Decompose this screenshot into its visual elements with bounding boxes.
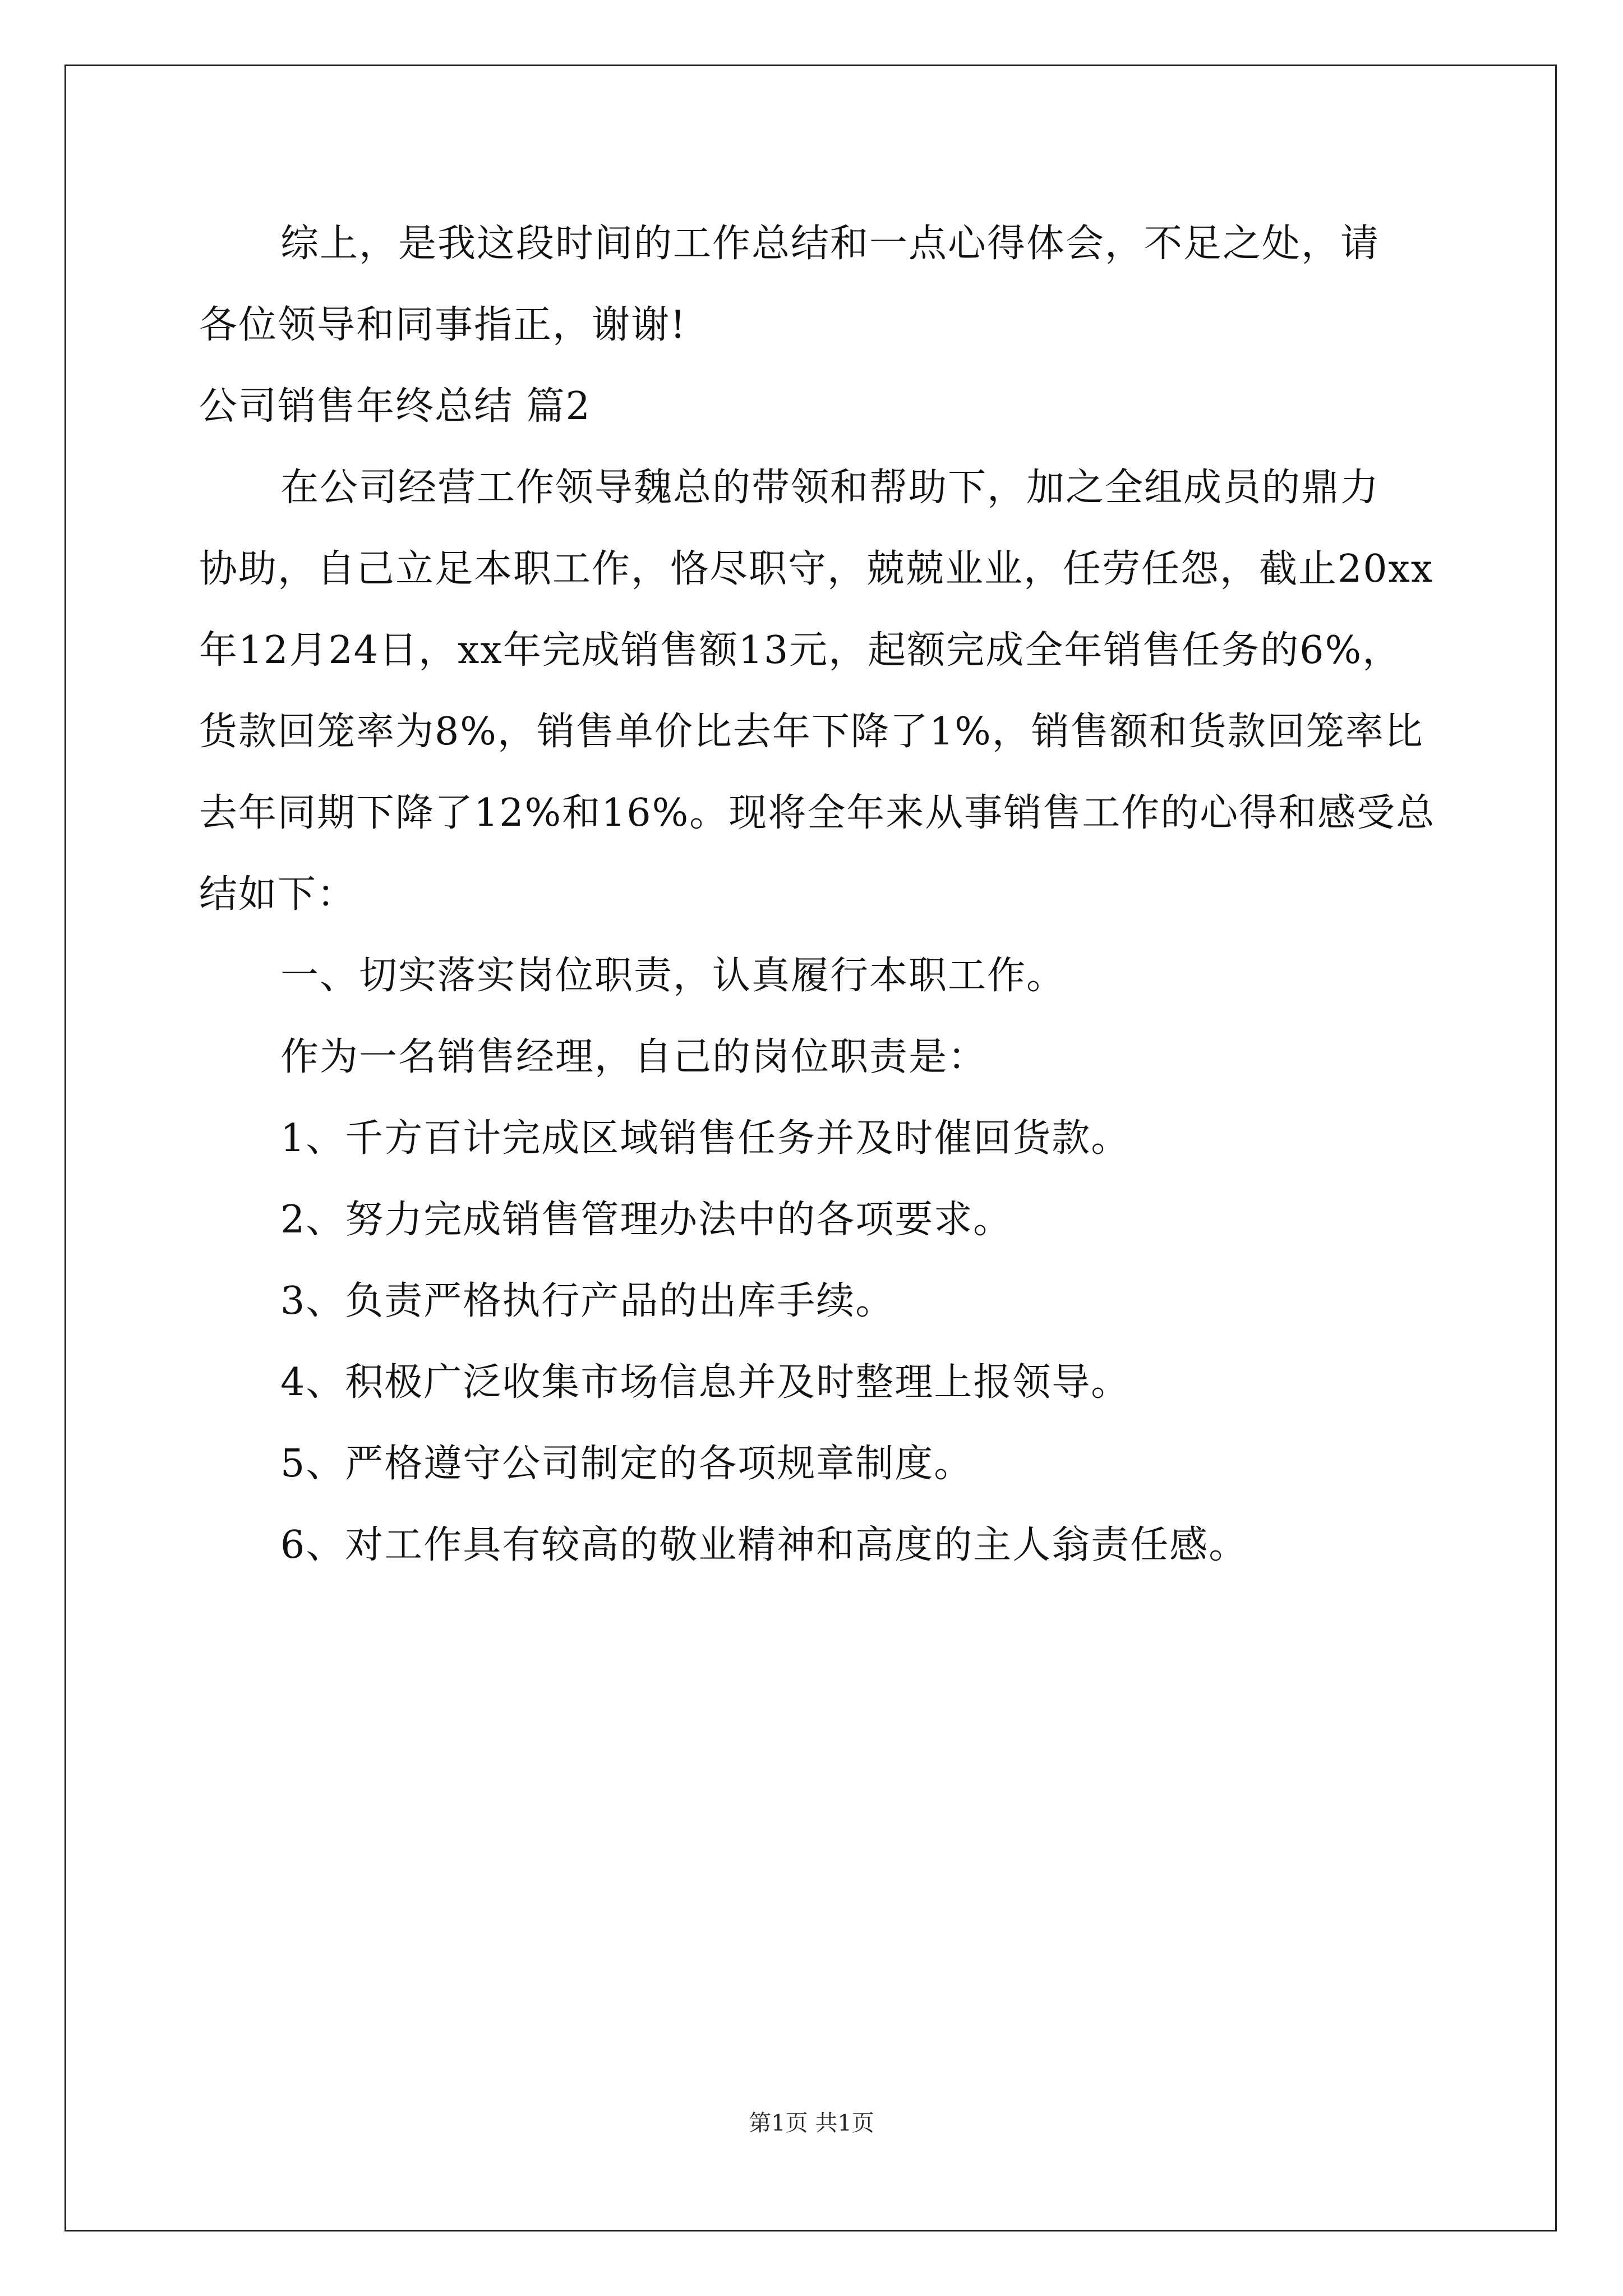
paragraph-line: 去年同期下降了12%和16%。现将全年来从事销售工作的心得和感受总 <box>199 791 1436 835</box>
list-item: 3、负责严格执行产品的出库手续。 <box>280 1279 895 1323</box>
paragraph-line: 各位领导和同事指正，谢谢! <box>199 303 687 347</box>
paragraph-line: 协助，自己立足本职工作，恪尽职守，兢兢业业，任劳任怨，截止20xx <box>199 547 1434 591</box>
list-item: 5、严格遵守公司制定的各项规章制度。 <box>280 1442 974 1486</box>
paragraph-line: 结如下： <box>199 872 357 917</box>
list-item: 2、努力完成销售管理办法中的各项要求。 <box>280 1198 1013 1242</box>
page-footer: 第1页 共1页 <box>749 2110 874 2136</box>
paragraph-line: 在公司经营工作领导魏总的带领和帮助下，加之全组成员的鼎力 <box>280 466 1380 510</box>
list-item: 4、积极广泛收集市场信息并及时整理上报领导。 <box>280 1360 1131 1405</box>
paragraph-line: 综上，是我这段时间的工作总结和一点心得体会，不足之处，请 <box>280 222 1380 266</box>
section-heading: 公司销售年终总结 篇2 <box>199 384 591 429</box>
paragraph-line: 年12月24日，xx年完成销售额13元，起额完成全年销售任务的6%， <box>199 628 1402 673</box>
list-heading: 一、切实落实岗位职责，认真履行本职工作。 <box>280 954 1066 998</box>
list-item: 1、千方百计完成区域销售任务并及时催回货款。 <box>280 1116 1131 1161</box>
list-item: 6、对工作具有较高的敬业精神和高度的主人翁责任感。 <box>280 1523 1248 1567</box>
paragraph-line: 货款回笼率为8%，销售单价比去年下降了1%，销售额和货款回笼率比 <box>199 710 1424 754</box>
paragraph-line: 作为一名销售经理，自己的岗位职责是： <box>280 1035 988 1079</box>
